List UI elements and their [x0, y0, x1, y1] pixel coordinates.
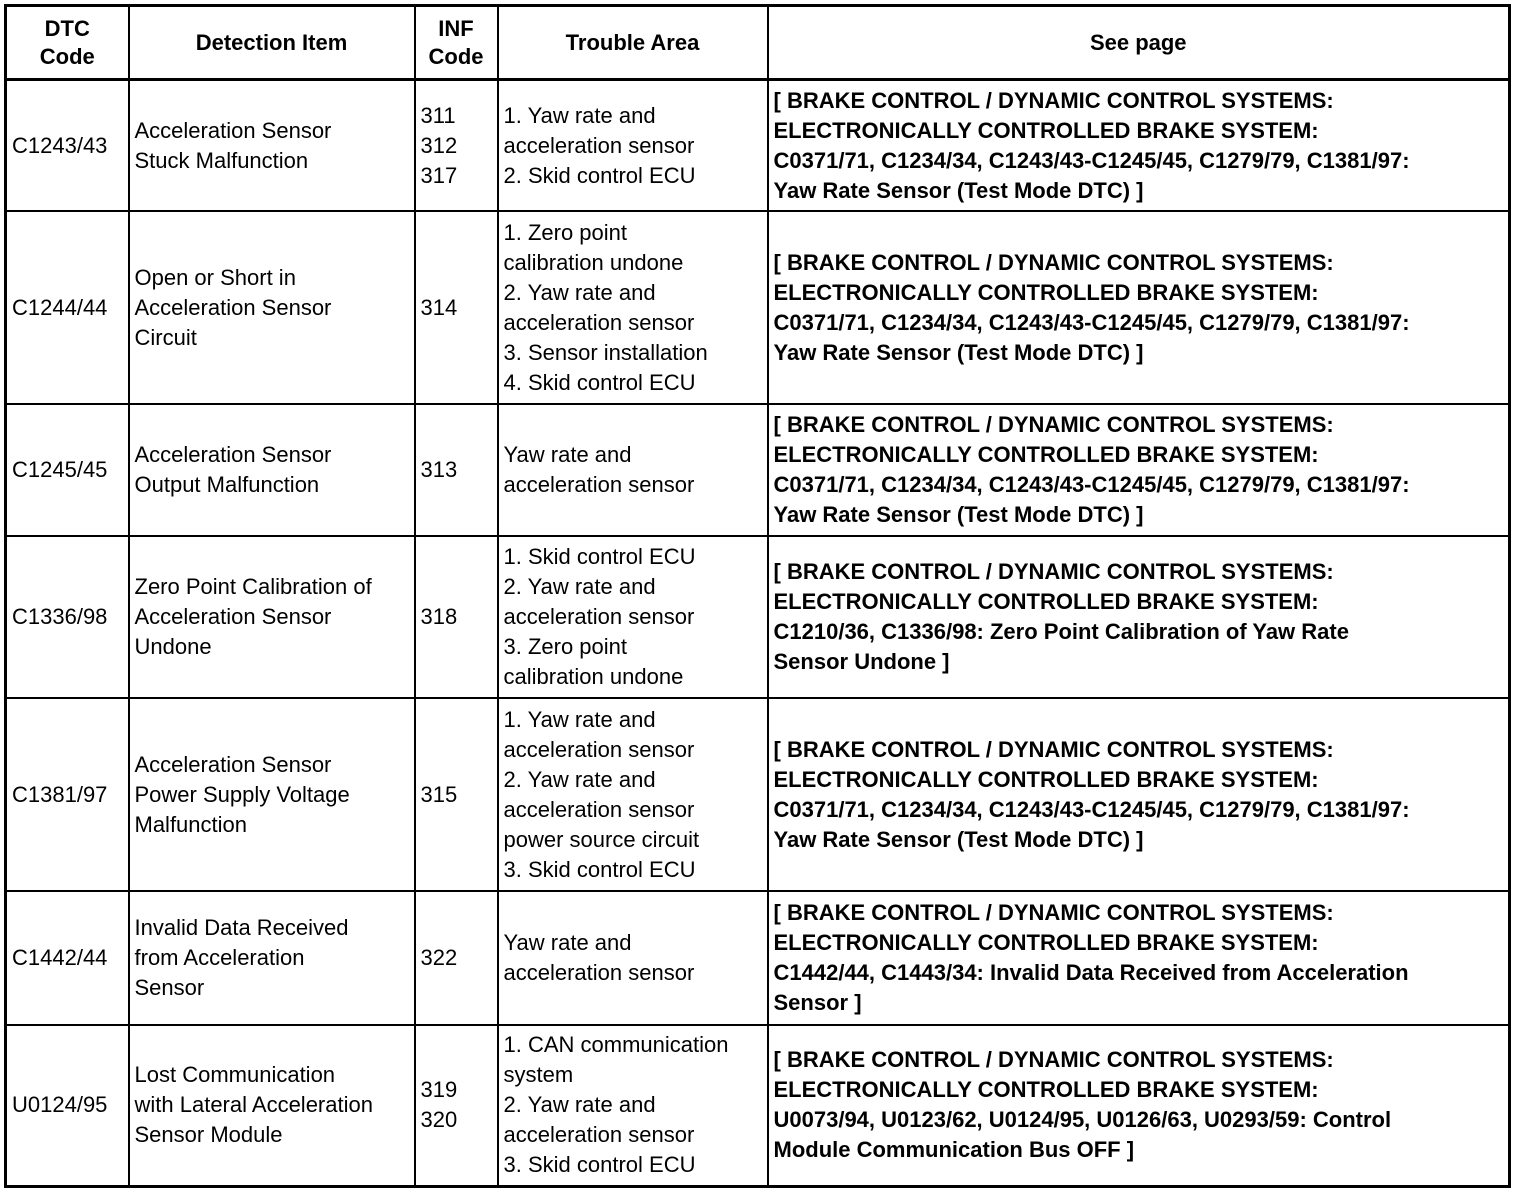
detection-item-line: from Acceleration: [134, 944, 305, 970]
see-page-line: ELECTRONICALLY CONTROLLED BRAKE SYSTEM:: [773, 766, 1319, 792]
detection-item-line: Sensor Module: [134, 1122, 283, 1148]
trouble-area-line: calibration undone: [503, 663, 684, 689]
dtc-code-cell: C1245/45: [6, 404, 129, 536]
see-page-cell: [768, 536, 1510, 699]
header-trouble-area: Trouble Area: [498, 6, 768, 80]
see-page-line: [ BRAKE CONTROL / DYNAMIC CONTROL SYSTEMS:: [773, 736, 1334, 762]
trouble-area-cell: [498, 536, 768, 699]
see-page-cell: [768, 698, 1510, 891]
trouble-area-line: 3. Skid control ECU: [503, 1152, 696, 1178]
see-page-line: [ BRAKE CONTROL / DYNAMIC CONTROL SYSTEMS:: [773, 1047, 1334, 1073]
see-page-line: [ BRAKE CONTROL / DYNAMIC CONTROL SYSTEMS:: [773, 87, 1334, 113]
inf-code-line: 320: [420, 1107, 458, 1133]
detection-item-line: Undone: [134, 633, 212, 659]
trouble-area-line: 1. Yaw rate and: [503, 706, 656, 732]
see-page-line: Yaw Rate Sensor (Test Mode DTC) ]: [773, 826, 1144, 852]
detection-item-line: Circuit: [134, 324, 197, 350]
trouble-area-line: 2. Yaw rate and: [503, 279, 656, 305]
header-row: [6, 6, 1510, 80]
detection-item-line: Acceleration Sensor: [134, 117, 332, 143]
detection-item-line: Stuck Malfunction: [134, 147, 309, 173]
see-page-line: Sensor Undone ]: [773, 648, 950, 674]
inf-code-line: 319: [420, 1077, 458, 1103]
table-row: [6, 80, 1510, 212]
see-page-line: [ BRAKE CONTROL / DYNAMIC CONTROL SYSTEMS:: [773, 249, 1334, 275]
detection-item-cell: [129, 211, 415, 404]
header-dtc-line2: Code: [39, 43, 95, 69]
trouble-area-line: acceleration sensor: [503, 132, 695, 158]
inf-code-cell: [415, 404, 498, 536]
table-row: [6, 404, 1510, 536]
inf-code-line: 315: [420, 781, 458, 807]
trouble-area-cell: [498, 404, 768, 536]
see-page-line: C0371/71, C1234/34, C1243/43-C1245/45, C1279/79, C1381/97:: [773, 471, 1410, 497]
see-page-line: ELECTRONICALLY CONTROLLED BRAKE SYSTEM:: [773, 441, 1319, 467]
dtc-table: [4, 4, 1511, 1188]
trouble-area-line: 1. Zero point: [503, 219, 628, 245]
detection-item-line: Acceleration Sensor: [134, 441, 332, 467]
see-page-line: [ BRAKE CONTROL / DYNAMIC CONTROL SYSTEMS:: [773, 558, 1334, 584]
detection-item-line: Output Malfunction: [134, 471, 320, 497]
see-page-line: ELECTRONICALLY CONTROLLED BRAKE SYSTEM:: [773, 279, 1319, 305]
table-body: [6, 80, 1510, 1187]
dtc-code-cell: U0124/95: [6, 1025, 129, 1187]
inf-code-cell: [415, 1025, 498, 1187]
trouble-area-line: system: [503, 1062, 574, 1088]
trouble-area-line: 3. Sensor installation: [503, 339, 708, 365]
see-page-cell: [768, 80, 1510, 212]
see-page-line: ELECTRONICALLY CONTROLLED BRAKE SYSTEM:: [773, 588, 1319, 614]
detection-item-line: Acceleration Sensor: [134, 294, 332, 320]
inf-code-line: 317: [420, 162, 458, 188]
trouble-area-line: acceleration sensor: [503, 603, 695, 629]
dtc-code-cell: C1243/43: [6, 80, 129, 212]
dtc-code-cell: C1442/44: [6, 891, 129, 1025]
trouble-area-line: acceleration sensor: [503, 736, 695, 762]
see-page-line: [ BRAKE CONTROL / DYNAMIC CONTROL SYSTEMS:: [773, 411, 1334, 437]
trouble-area-line: power source circuit: [503, 826, 700, 852]
detection-item-line: Lost Communication: [134, 1062, 336, 1088]
see-page-line: ELECTRONICALLY CONTROLLED BRAKE SYSTEM:: [773, 929, 1319, 955]
see-page-cell: [768, 404, 1510, 536]
inf-code-cell: [415, 536, 498, 699]
inf-code-line: 313: [420, 456, 458, 482]
see-page-line: [ BRAKE CONTROL / DYNAMIC CONTROL SYSTEMS:: [773, 899, 1334, 925]
header-see-page: See page: [768, 6, 1510, 80]
detection-item-line: Power Supply Voltage: [134, 781, 350, 807]
detection-item-cell: [129, 536, 415, 699]
trouble-area-line: 1. Skid control ECU: [503, 543, 696, 569]
dtc-code-cell: C1336/98: [6, 536, 129, 699]
see-page-line: Yaw Rate Sensor (Test Mode DTC) ]: [773, 177, 1144, 203]
header-dtc-line1: DTC: [44, 15, 90, 41]
see-page-line: Module Communication Bus OFF ]: [773, 1137, 1135, 1163]
see-page-line: ELECTRONICALLY CONTROLLED BRAKE SYSTEM:: [773, 1077, 1319, 1103]
see-page-line: Sensor ]: [773, 989, 862, 1015]
see-page-line: C0371/71, C1234/34, C1243/43-C1245/45, C1279/79, C1381/97:: [773, 796, 1410, 822]
detection-item-line: Invalid Data Received: [134, 914, 349, 940]
inf-code-line: 311: [420, 102, 456, 128]
inf-code-line: 322: [420, 944, 458, 970]
trouble-area-line: 4. Skid control ECU: [503, 369, 696, 395]
header-inf-code: [415, 6, 498, 80]
trouble-area-line: 2. Skid control ECU: [503, 162, 696, 188]
table-row: [6, 211, 1510, 404]
trouble-area-line: 3. Zero point: [503, 633, 628, 659]
trouble-area-line: acceleration sensor: [503, 796, 695, 822]
see-page-line: C0371/71, C1234/34, C1243/43-C1245/45, C1279/79, C1381/97:: [773, 147, 1410, 173]
detection-item-line: Acceleration Sensor: [134, 751, 332, 777]
trouble-area-cell: [498, 80, 768, 212]
trouble-area-line: 1. Yaw rate and: [503, 102, 656, 128]
trouble-area-line: acceleration sensor: [503, 959, 695, 985]
detection-item-cell: [129, 698, 415, 891]
see-page-line: U0073/94, U0123/62, U0124/95, U0126/63, U0293/59: Control: [773, 1107, 1392, 1133]
see-page-line: C0371/71, C1234/34, C1243/43-C1245/45, C1279/79, C1381/97:: [773, 309, 1410, 335]
detection-item-cell: [129, 891, 415, 1025]
detection-item-line: Acceleration Sensor: [134, 603, 332, 629]
trouble-area-line: 2. Yaw rate and: [503, 766, 656, 792]
dtc-code-cell: C1381/97: [6, 698, 129, 891]
header-inf-line1: INF: [438, 15, 474, 41]
trouble-area-line: Yaw rate and: [503, 441, 632, 467]
table-row: [6, 1025, 1510, 1187]
header-detection-item: Detection Item: [129, 6, 415, 80]
trouble-area-line: 3. Skid control ECU: [503, 856, 696, 882]
detection-item-cell: [129, 80, 415, 212]
trouble-area-line: 2. Yaw rate and: [503, 573, 656, 599]
detection-item-line: with Lateral Acceleration: [134, 1092, 373, 1118]
detection-item-line: Open or Short in: [134, 264, 296, 290]
header-inf-line2: Code: [428, 43, 484, 69]
trouble-area-line: 1. CAN communication: [503, 1032, 729, 1058]
detection-item-line: Malfunction: [134, 811, 248, 837]
see-page-cell: [768, 891, 1510, 1025]
header-dtc-code: [6, 6, 129, 80]
trouble-area-cell: [498, 211, 768, 404]
table-row: [6, 891, 1510, 1025]
see-page-line: Yaw Rate Sensor (Test Mode DTC) ]: [773, 501, 1144, 527]
see-page-line: Yaw Rate Sensor (Test Mode DTC) ]: [773, 339, 1144, 365]
inf-code-line: 318: [420, 603, 458, 629]
inf-code-cell: [415, 80, 498, 212]
see-page-line: C1210/36, C1336/98: Zero Point Calibration of Yaw Rate: [773, 618, 1349, 644]
detection-item-cell: [129, 404, 415, 536]
trouble-area-line: acceleration sensor: [503, 1122, 695, 1148]
trouble-area-line: calibration undone: [503, 249, 684, 275]
inf-code-cell: [415, 698, 498, 891]
see-page-line: ELECTRONICALLY CONTROLLED BRAKE SYSTEM:: [773, 117, 1319, 143]
inf-code-line: 312: [420, 132, 458, 158]
table-row: [6, 536, 1510, 699]
see-page-cell: [768, 211, 1510, 404]
inf-code-cell: [415, 211, 498, 404]
inf-code-cell: [415, 891, 498, 1025]
trouble-area-cell: [498, 891, 768, 1025]
trouble-area-line: 2. Yaw rate and: [503, 1092, 656, 1118]
trouble-area-line: acceleration sensor: [503, 309, 695, 335]
trouble-area-cell: [498, 698, 768, 891]
detection-item-cell: [129, 1025, 415, 1187]
detection-item-line: Zero Point Calibration of: [134, 573, 372, 599]
table-row: [6, 698, 1510, 891]
see-page-line: C1442/44, C1443/34: Invalid Data Received from Acceleration: [773, 959, 1409, 985]
trouble-area-line: acceleration sensor: [503, 471, 695, 497]
trouble-area-cell: [498, 1025, 768, 1187]
dtc-code-cell: C1244/44: [6, 211, 129, 404]
detection-item-line: Sensor: [134, 974, 205, 1000]
see-page-cell: [768, 1025, 1510, 1187]
inf-code-line: 314: [420, 294, 458, 320]
trouble-area-line: Yaw rate and: [503, 929, 632, 955]
